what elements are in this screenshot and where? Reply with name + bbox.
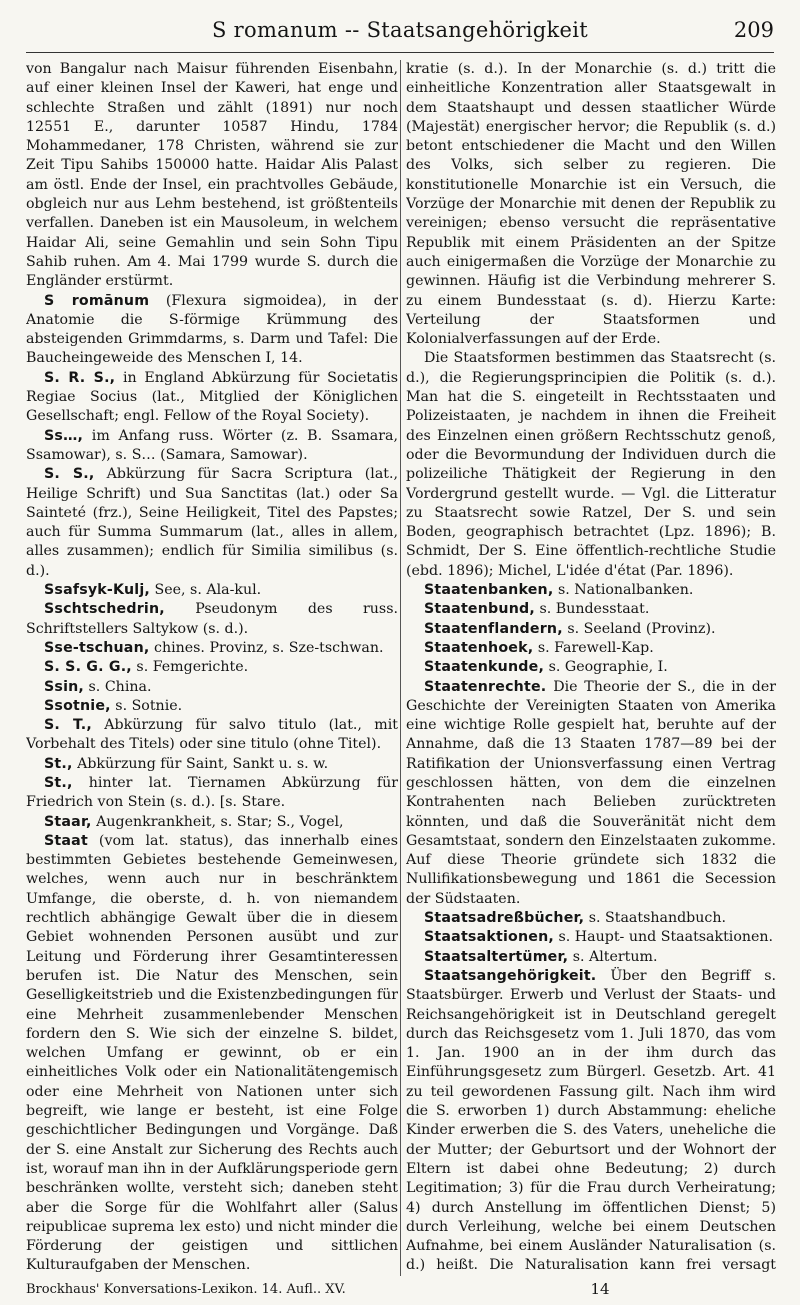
signature-mark: 14 xyxy=(590,1280,610,1298)
lexicon-entry xyxy=(26,581,398,600)
lexicon-entry xyxy=(26,600,398,639)
right-column xyxy=(406,60,776,1278)
lexicon-entry xyxy=(26,832,398,1276)
entry-lemma: Staar, xyxy=(44,813,92,830)
entry-lemma: Staatenflandern, xyxy=(424,620,563,637)
entry-lemma: Sschtschedrin, xyxy=(44,601,165,618)
entry-text: Die Theorie der S., die in der Geschichte der Vereinigten Staaten von Amerika eine wichtige Rolle gespielt hat, beruhte auf der Annahme, daß die 13 Staaten 1787—89 bei der Ratifikation der Unionsverfassung einen Vertrag geschlossen hätten, von dem die einzelnen Kontrahenten nach Belieben zurücktreten könnten, und daß die Souveränität nicht dem Gesamtstaat, sondern den Einzelstaaten zukomme. Auf diese Theorie gründete sich 1832 die Nullifikationsbewegung und 1861 die Secession der Südstaaten. xyxy=(406,678,776,907)
entry-text: s. Nationalbanken. xyxy=(553,582,694,599)
entry-text: Über den Begriff s. Staatsbürger. Erwerb und Verlust der Staats- und Reichsangehörigkeit ist in Deutschland geregelt durch das Reichsgesetz vom 1. Juli 1870, das vom 1. Jan. 1900 an in der ihm durch das Einführungsgesetz zum Bürgerl. Gesetzb. Art. 41 zu teil gewordenen Fassung gilt. Nach ihm wird die S. erworben 1) durch Abstammung: eheliche Kinder erwerben die S. des Vaters, uneheliche die der Mutter; der Geburtsort und der Wohnort der Eltern ist dabei ohne Bedeutung; 2) durch Legitimation; 3) für die Frau durch Verheiratung; 4) durch Anstellung im öffentlichen Dienst; 5) durch Verleihung, welche bei einem Deutschen Aufnahme, bei einem Ausländer Naturalisation (s. d.) heißt. Die Naturalisation kann frei versagt xyxy=(406,967,776,1274)
entry-lemma: S romānum xyxy=(44,292,150,309)
entry-text: Pseudonym des russ. Schriftstellers Saltykow (s. d.). xyxy=(26,601,398,637)
lexicon-entry xyxy=(26,697,398,716)
entry-text: s. China. xyxy=(84,678,152,695)
entry-text: s. Geographie, I. xyxy=(544,659,668,676)
entry-text: (vom lat. status), das innerhalb eines bestimmten Gebietes bestehende Gemeinwesen, welches, wenn auch nur in beschränktem Umfange, die oberste, d. h. von niemandem rechtlich abhängige Gewalt über die in diesem Gebiet wohnenden Personen ausübt und zur Leitung und Förderung ihrer Gesamtinteressen berufen ist. Die Natur des Menschen, sein Geselligkeitstrieb und die Existenzbedingungen für eine Mehrheit zusammenlebender Menschen fordern den S. Wie sich der einzelne S. bildet, welchen Umfang er gewinnt, ob er ein einheitliches Volk oder ein Nationalitätengemisch oder eine Mehrheit von Nationen unter sich begreift, wie lange er besteht, ist eine Folge geschichtlicher Bedingungen und Vorgänge. Daß der S. eine Anstalt zur Sicherung des Rechts auch ist, worauf man ihn in der Aufklärungsperiode gern beschränken wollte, versteht sich; daneben steht aber die Sorge für die Wohlfahrt aller (Salus reipublicae suprema lex esto) und nicht minder die Förderung der geistigen und sittlichen Kulturaufgaben der Menschen. xyxy=(26,832,398,1274)
entry-text: s. Haupt- und Staatsaktionen. xyxy=(554,929,774,946)
lexicon-entry xyxy=(26,292,398,369)
entry-lemma: Ssafsyk-Kulj, xyxy=(44,582,150,599)
entry-lemma: Staatenkunde, xyxy=(424,659,545,676)
entry-lemma: Ssin, xyxy=(44,678,85,695)
entry-text: See, s. Ala-kul. xyxy=(150,582,262,599)
entry-lemma: S. R. S., xyxy=(44,369,116,386)
entry-text: s. Seeland (Provinz). xyxy=(562,620,716,637)
lexicon-entry xyxy=(26,369,398,427)
lexicon-entry xyxy=(26,465,398,581)
header-rule xyxy=(26,52,774,53)
entry-text: Abkürzung für Sacra Scriptura (lat., Heilige Schrift) und Sua Sanctitas (lat.) oder Sa Sainteté (frz.), Seine Heiligkeit, Titel des Papstes; auch für Summa Summarum (lat., alles in allem, alles zusammen); endlich für Similia similibus (s. d.). xyxy=(26,466,398,579)
lexicon-entry xyxy=(406,967,776,1278)
entry-lemma: Staatsaktionen, xyxy=(424,929,554,946)
entry-text: chines. Provinz, s. Sze-tschwan. xyxy=(149,639,384,656)
entry-text: s. Altertum. xyxy=(568,948,658,965)
column-divider xyxy=(400,60,401,1276)
lexicon-entry xyxy=(26,639,398,658)
entry-lemma: Staatenbund, xyxy=(424,601,535,618)
publication-line: Brockhaus' Konversations-Lexikon. 14. Aufl.. XV. xyxy=(26,1282,346,1297)
entry-text: im Anfang russ. Wörter (z. B. Ssamara, Ssamowar), s. S… (Samara, Samowar). xyxy=(26,427,398,463)
lexicon-entry xyxy=(406,639,776,658)
continued-text: von Bangalur nach Maisur führenden Eisenbahn, auf einer kleinen Insel der Kaweri, hat enge und schlechte Straßen und zählt (1891) nur noch 12551 E., darunter 10587 Hindu, 1784 Mohammedaner, 178 Christen, während sie zur Zeit Tipu Sahibs 150000 hatte. Haidar Alis Palast am östl. Ende der Insel, ein prachtvolles Gebäude, obgleich nur aus Lehm bestehend, ist größtenteils verfallen. Daneben ist ein Mausoleum, in welchem Haidar Ali, seine Gemahlin und sein Sohn Tipu Sahib ruhen. Am 4. Mai 1799 wurde S. durch die Engländer erstürmt. xyxy=(26,61,398,290)
lexicon-entry xyxy=(26,716,398,755)
entry-text: Abkürzung für salvo titulo (lat., mit Vorbehalt des Titels) oder sine titulo (ohne Titel). xyxy=(26,717,398,753)
entry-lemma: Staatenbanken, xyxy=(424,582,554,599)
entry-lemma: Ss…, xyxy=(44,427,84,444)
entry-text: s. Staatshandbuch. xyxy=(584,910,726,927)
entry-text: (Flexura sigmoidea), in der Anatomie die S-förmige Krümmung des absteigenden Grimmdarms, s. Darm und Tafel: Die Baucheingeweide des Menschen I, 14. xyxy=(26,292,398,367)
entry-text: s. Sotnie. xyxy=(110,697,183,714)
lexicon-entry xyxy=(406,620,776,639)
lexicon-entry xyxy=(26,755,398,774)
continued-text: kratie (s. d.). In der Monarchie (s. d.) tritt die einheitliche Konzentration aller Staatsgewalt in dem Staatshaupt und dessen staatlicher Würde (Majestät) energischer hervor; die Republik (s. d.) betont entschiedener die Macht und den Willen des Volks, sich selber zu regieren. Die konstitutionelle Monarchie ist ein Versuch, die Vorzüge der Monarchie mit denen der Republik zu vereinigen; ebenso versucht die repräsentative Republik mit einem Präsidenten an der Spitze auch einigermaßen die Vorzüge der Monarchie zu gewinnen. Häufig ist die Verbindung mehrerer S. zu einem Bundesstaat (s. d). Hierzu Karte: Verteilung der Staatsformen und Kolonialverfassungen auf der Erde. xyxy=(406,61,776,348)
entry-lemma: Ssotnie, xyxy=(44,697,111,714)
entry-text: in England Abkürzung für Societatis Regiae Socius (lat., Mitglied der Königlichen Gesellschaft; engl. Fellow of the Royal Society). xyxy=(26,369,398,425)
page-number: 209 xyxy=(733,18,774,42)
entry-lemma: Sse-tschuan, xyxy=(44,639,150,656)
entry-lemma: St., xyxy=(44,774,73,791)
entry-lemma: S. S. G. G., xyxy=(44,659,132,676)
entry-lemma: Staat xyxy=(44,832,88,849)
entry-lemma: S. T., xyxy=(44,717,92,734)
entry-lemma: Staatenhoek, xyxy=(424,639,534,656)
lexicon-entry xyxy=(406,658,776,677)
entry-lemma: St., xyxy=(44,755,73,772)
lexicon-entry xyxy=(406,581,776,600)
lexicon-entry xyxy=(406,909,776,928)
entry-lemma: S. S., xyxy=(44,466,95,483)
lexicon-entry xyxy=(406,948,776,967)
lexicon-entry xyxy=(406,678,776,910)
lexicon-entry xyxy=(26,813,398,832)
entry-lemma: Staatsaltertümer, xyxy=(424,948,569,965)
entry-lemma: Staatenrechte. xyxy=(424,678,547,695)
page-header xyxy=(26,12,774,52)
entry-text: Augenkrankheit, s. Star; S., Vogel, xyxy=(91,813,344,830)
paragraph: Die Staatsformen bestimmen das Staatsrecht (s. d.), die Regierungsprincipien die Politik (s. d.). Man hat die S. eingeteilt in Rechtsstaaten und Polizeistaaten, je nachdem in ihnen die Freiheit des Einzelnen einen größern Rechtsschutz genoß, oder die Bevormundung der Individuen durch die polizeiliche Thätigkeit der Regierung in den Vordergrund gestellt wurde. — Vgl. die Litteratur zu Staatsrecht sowie Ratzel, Der S. und sein Boden, geographisch betrachtet (Lpz. 1896); B. Schmidt, Der S. Eine öffentlich-rechtliche Studie (ebd. 1896); Michel, L'idée d'état (Par. 1896). xyxy=(406,350,776,579)
paragraph xyxy=(26,1276,398,1278)
lexicon-entry xyxy=(26,427,398,466)
lexicon-entry xyxy=(26,678,398,697)
lexicon-entry xyxy=(406,600,776,619)
running-headline: S romanum -- Staatsangehörigkeit xyxy=(212,18,588,42)
entry-text: s. Femgerichte. xyxy=(131,659,249,676)
entry-text: Abkürzung für Saint, Sankt u. s. w. xyxy=(72,755,329,772)
left-column xyxy=(26,60,398,1278)
lexicon-entry xyxy=(26,658,398,677)
entry-text: s. Bundesstaat. xyxy=(534,601,650,618)
entry-lemma: Staatsangehörigkeit. xyxy=(424,967,597,984)
entry-lemma: Staatsadreßbücher, xyxy=(424,910,585,927)
lexicon-entry xyxy=(406,928,776,947)
lexicon-entry xyxy=(26,774,398,813)
entry-text: s. Farewell-Kap. xyxy=(533,639,654,656)
entry-text: hinter lat. Tiernamen Abkürzung für Friedrich von Stein (s. d.). [s. Stare. xyxy=(26,774,398,811)
